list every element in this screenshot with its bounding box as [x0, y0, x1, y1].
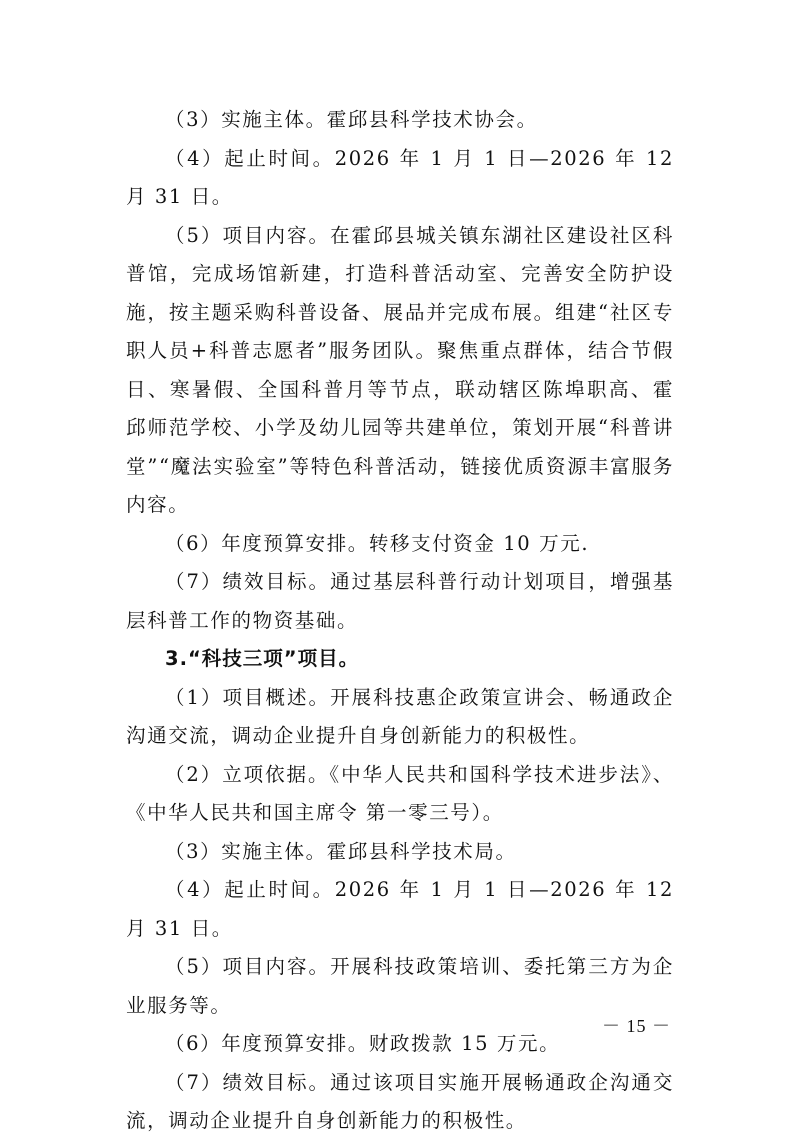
paragraph-period-2: （4）起止时间。2026 年 1 月 1 日—2026 年 12 月 31 日。	[126, 878, 674, 940]
paragraph-goal-2: （7）绩效目标。通过该项目实施开展畅通政企沟通交流，调动企业提升自身创新能力的积极性。	[126, 1070, 674, 1132]
paragraph-period: （4）起止时间。2026 年 1 月 1 日—2026 年 12 月 31 日。	[126, 146, 674, 208]
paragraph-overview: （1）项目概述。开展科技惠企政策宣讲会、畅通政企沟通交流，调动企业提升自身创新能力的积极性。	[126, 685, 674, 747]
paragraph-goal: （7）绩效目标。通过基层科普行动计划项目，增强基层科普工作的物资基础。	[126, 570, 674, 632]
page-number: － 15 －	[602, 1016, 671, 1036]
paragraph-budget: （6）年度预算安排。转移支付资金 10 万元.	[165, 531, 590, 555]
paragraph-budget-2: （6）年度预算安排。财政拨款 15 万元。	[165, 1032, 561, 1055]
paragraph-implementer: （3）实施主体。霍邱县科学技术协会。	[165, 108, 538, 131]
section-heading: 3.“科技三项”项目。	[165, 647, 360, 670]
document-body	[126, 101, 674, 1141]
paragraph-implementer-2: （3）实施主体。霍邱县科学技术局。	[165, 839, 517, 863]
paragraph-content: （5）项目内容。在霍邱县城关镇东湖社区建设社区科普馆，完成场馆新建，打造科普活动室、完善安全防护设施，按主题采购科普设备、展品并完成布展。组建“社区专职人员+科普志愿者”服务团队。聚焦重点群体，结合节假日、寒暑假、全国科普月等节点，联动辖区陈埠职高、霍邱师范学校、小学及幼儿园等共建单位，策划开展“科普讲堂”“魔法实验室”等特色科普活动，链接优质资源丰富服务内容。	[126, 223, 674, 516]
paragraph-basis: （2）立项依据。《中华人民共和国科学技术进步法》、《中华人民共和国主席令 第一零三号）。	[126, 762, 674, 824]
paragraph-content-2: （5）项目内容。开展科技政策培训、委托第三方为企业服务等。	[126, 955, 674, 1017]
